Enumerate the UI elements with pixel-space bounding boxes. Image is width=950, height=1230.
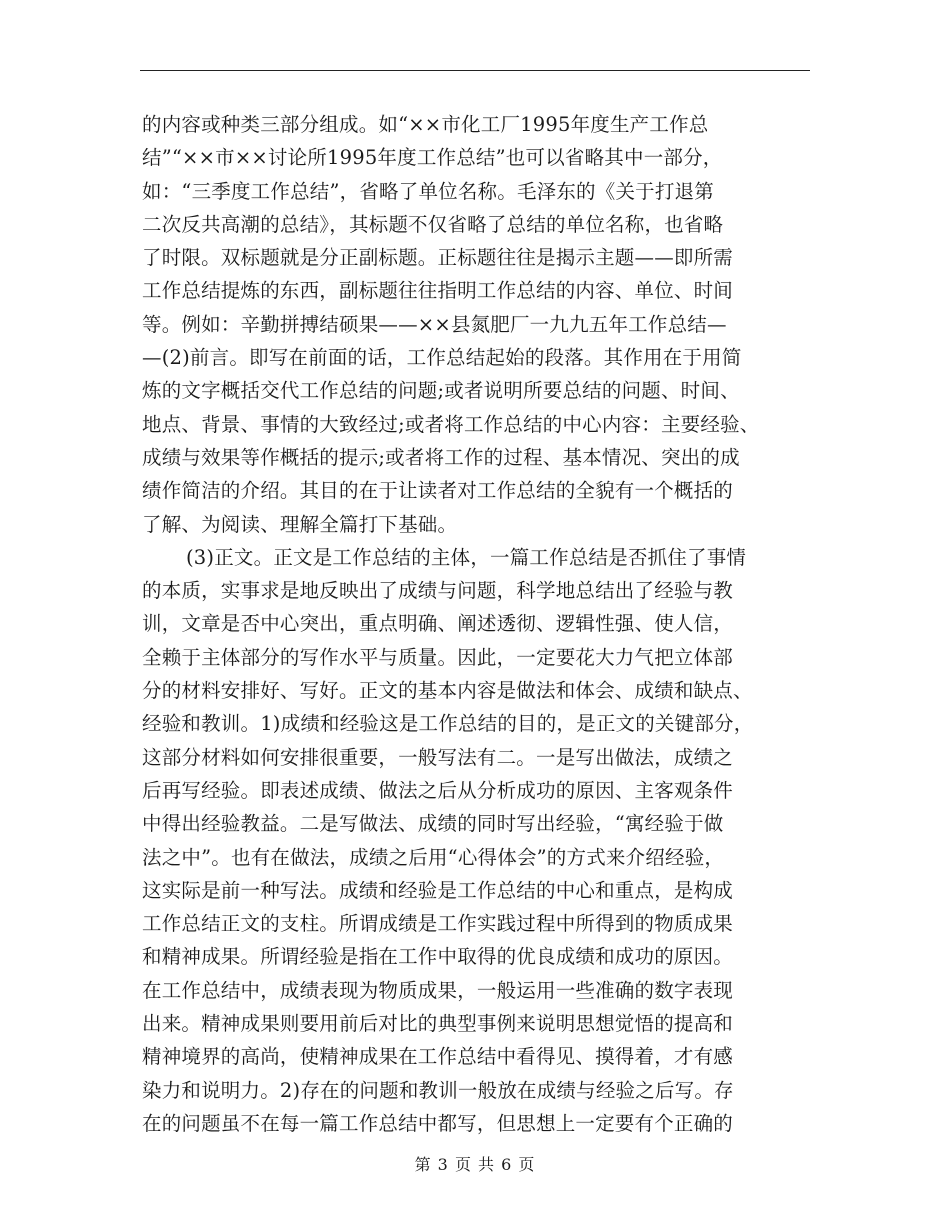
document-body bbox=[142, 108, 822, 1140]
text-line: 染力和说明力。2)存在的问题和教训一般放在成绩与经验之后写。存 bbox=[142, 1078, 734, 1102]
text-line: 分的材料安排好、写好。正文的基本内容是做法和体会、成绩和缺点、 bbox=[142, 679, 753, 703]
text-line: 这实际是前一种写法。成绩和经验是工作总结的中心和重点，是构成 bbox=[142, 878, 734, 902]
text-line: 二次反共高潮的总结》，其标题不仅省略了总结的单位名称，也省略 bbox=[142, 212, 724, 236]
paragraph-start-line: (3)正文。正文是工作总结的主体，一篇工作总结是否抓住了事情 bbox=[186, 545, 747, 569]
page-number-footer: 第 3 页 共 6 页 bbox=[414, 1155, 536, 1174]
text-line: 后再写经验。即表述成绩、做法之后从分析成功的原因、主客观条件 bbox=[142, 778, 734, 802]
text-line: 精神境界的高尚，使精神成果在工作总结中看得见、摸得着，才有感 bbox=[142, 1045, 734, 1069]
text-line: 在的问题虽不在每一篇工作总结中都写，但思想上一定要有个正确的 bbox=[142, 1111, 734, 1135]
text-line: 结”“××市××讨论所1995年度工作总结”也可以省略其中一部分， bbox=[142, 146, 723, 170]
text-line: 的本质，实事求是地反映出了成绩与问题，科学地总结出了经验与教 bbox=[142, 579, 734, 603]
text-line: 中得出经验教益。二是写做法、成绩的同时写出经验，“寓经验于做 bbox=[142, 812, 724, 836]
text-line: 训，文章是否中心突出，重点明确、阐述透彻、逻辑性强、使人信， bbox=[142, 612, 734, 636]
text-line: 出来。精神成果则要用前后对比的典型事例来说明思想觉悟的提高和 bbox=[142, 1012, 734, 1036]
text-line: 等。例如：辛勤拼搏结硕果——××县氮肥厂一九九五年工作总结— bbox=[142, 312, 727, 336]
text-line: 这部分材料如何安排很重要，一般写法有二。一是写出做法，成绩之 bbox=[142, 745, 734, 769]
text-line: 成绩与效果等作概括的提示;或者将工作的过程、基本情况、突出的成 bbox=[142, 445, 740, 469]
text-line: 法之中”。也有在做法，成绩之后用“心得体会”的方式来介绍经验， bbox=[142, 845, 725, 869]
text-line: 炼的文字概括交代工作总结的问题;或者说明所要总结的问题、时间、 bbox=[142, 379, 740, 403]
text-line: 地点、背景、事情的大致经过;或者将工作总结的中心内容：主要经验、 bbox=[142, 412, 760, 436]
text-line: 了解、为阅读、理解全篇打下基础。 bbox=[142, 512, 458, 536]
text-line: 如：“三季度工作总结”，省略了单位名称。毛泽东的《关于打退第 bbox=[142, 179, 714, 203]
text-line: 全赖于主体部分的写作水平与质量。因此，一定要花大力气把立体部 bbox=[142, 645, 734, 669]
text-line: 经验和教训。1)成绩和经验这是工作总结的目的，是正文的关键部分， bbox=[142, 712, 754, 736]
text-line: 工作总结提炼的东西，副标题往往指明工作总结的内容、单位、时间 bbox=[142, 279, 734, 303]
text-line: —(2)前言。即写在前面的话，工作总结起始的段落。其作用在于用简 bbox=[142, 346, 742, 370]
text-line: 和精神成果。所谓经验是指在工作中取得的优良成绩和成功的原因。 bbox=[142, 945, 734, 969]
header-rule bbox=[140, 70, 810, 71]
text-line: 了时限。双标题就是分正副标题。正标题往往是揭示主题——即所需 bbox=[142, 246, 734, 270]
text-line: 在工作总结中，成绩表现为物质成果，一般运用一些准确的数字表现 bbox=[142, 978, 734, 1002]
text-line: 的内容或种类三部分组成。如“××市化工厂1995年度生产工作总 bbox=[142, 113, 709, 136]
text-line: 绩作简洁的介绍。其目的在于让读者对工作总结的全貌有一个概括的 bbox=[142, 479, 734, 503]
text-line: 工作总结正文的支柱。所谓成绩是工作实践过程中所得到的物质成果 bbox=[142, 912, 734, 936]
